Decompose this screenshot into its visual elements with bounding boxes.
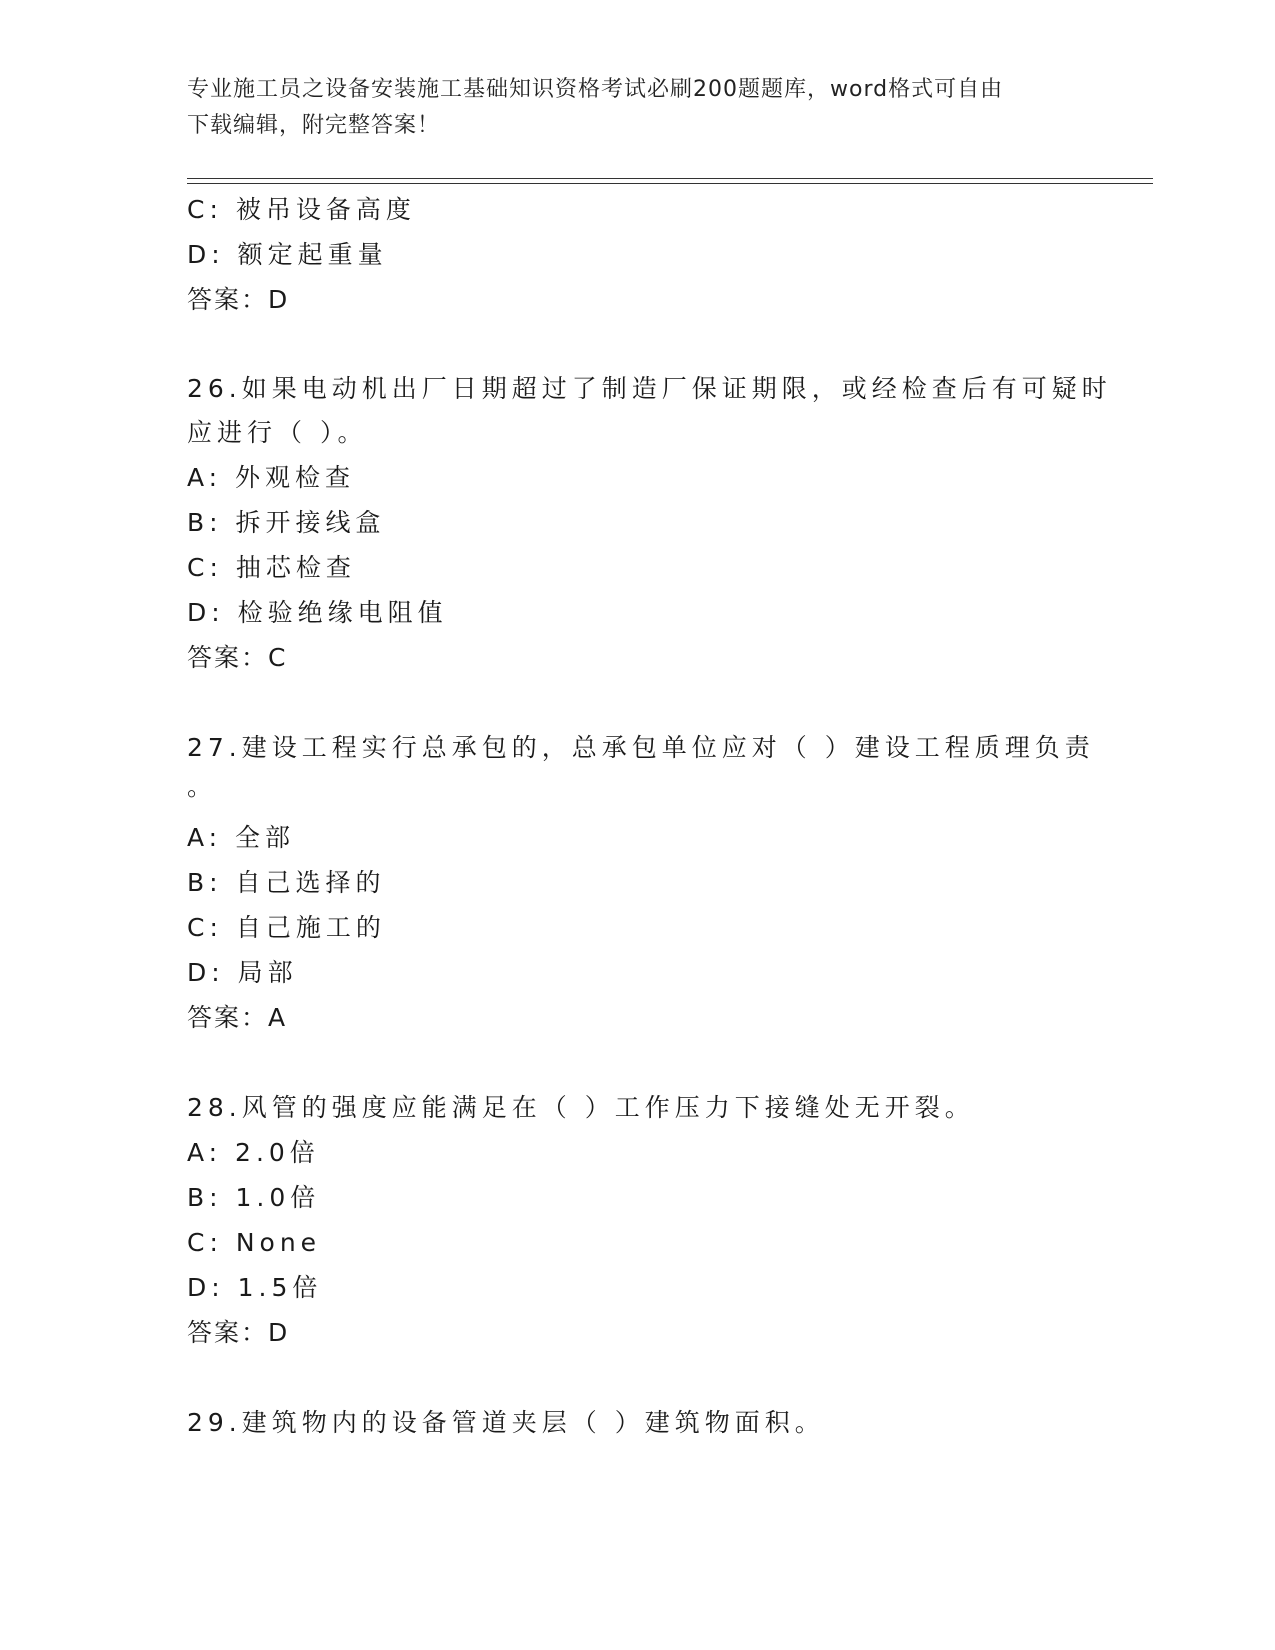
q27-option-b: B: 自己选择的 bbox=[187, 868, 386, 897]
q26-answer: 答案：C bbox=[187, 643, 288, 672]
header-line-2: 下载编辑，附完整答案！ bbox=[187, 113, 441, 138]
q27-stem-line-1: 27.建设工程实行总承包的，总承包单位应对（ ）建设工程质理负责 bbox=[187, 733, 1095, 762]
q25-option-c: C: 被吊设备高度 bbox=[187, 195, 416, 224]
q26-stem-line-1: 26.如果电动机出厂日期超过了制造厂保证期限，或经检查后有可疑时 bbox=[187, 374, 1112, 403]
header-line-1: 专业施工员之设备安装施工基础知识资格考试必刷200题题库，word格式可自由 bbox=[187, 77, 1004, 102]
q28-option-d: D: 1.5倍 bbox=[187, 1273, 323, 1302]
q29-stem-line-1: 29.建筑物内的设备管道夹层（ ）建筑物面积。 bbox=[187, 1408, 825, 1437]
q28-stem-line-1: 28.风管的强度应能满足在（ ）工作压力下接缝处无开裂。 bbox=[187, 1093, 975, 1122]
q28-option-c: C: None bbox=[187, 1228, 322, 1257]
q26-option-c: C: 抽芯检查 bbox=[187, 553, 356, 582]
q26-option-b: B: 拆开接线盒 bbox=[187, 508, 386, 537]
q26-option-d: D: 检验绝缘电阻值 bbox=[187, 598, 448, 627]
q26-stem-line-2: 应进行（ ）。 bbox=[187, 418, 368, 447]
document-header bbox=[187, 72, 1087, 144]
q27-answer: 答案：A bbox=[187, 1003, 288, 1032]
q26-option-a: A: 外观检查 bbox=[187, 463, 356, 492]
header-divider-bottom bbox=[187, 183, 1153, 184]
q27-option-d: D: 局部 bbox=[187, 958, 298, 987]
q27-option-c: C: 自己施工的 bbox=[187, 913, 386, 942]
q25-option-d: D: 额定起重量 bbox=[187, 240, 388, 269]
q27-option-a: A: 全部 bbox=[187, 823, 296, 852]
q25-answer: 答案：D bbox=[187, 285, 290, 314]
q27-stem-line-2: 。 bbox=[187, 772, 218, 801]
q28-answer: 答案：D bbox=[187, 1318, 290, 1347]
q28-option-b: B: 1.0倍 bbox=[187, 1183, 321, 1212]
header-divider-top bbox=[187, 178, 1153, 179]
q28-option-a: A: 2.0倍 bbox=[187, 1138, 320, 1167]
